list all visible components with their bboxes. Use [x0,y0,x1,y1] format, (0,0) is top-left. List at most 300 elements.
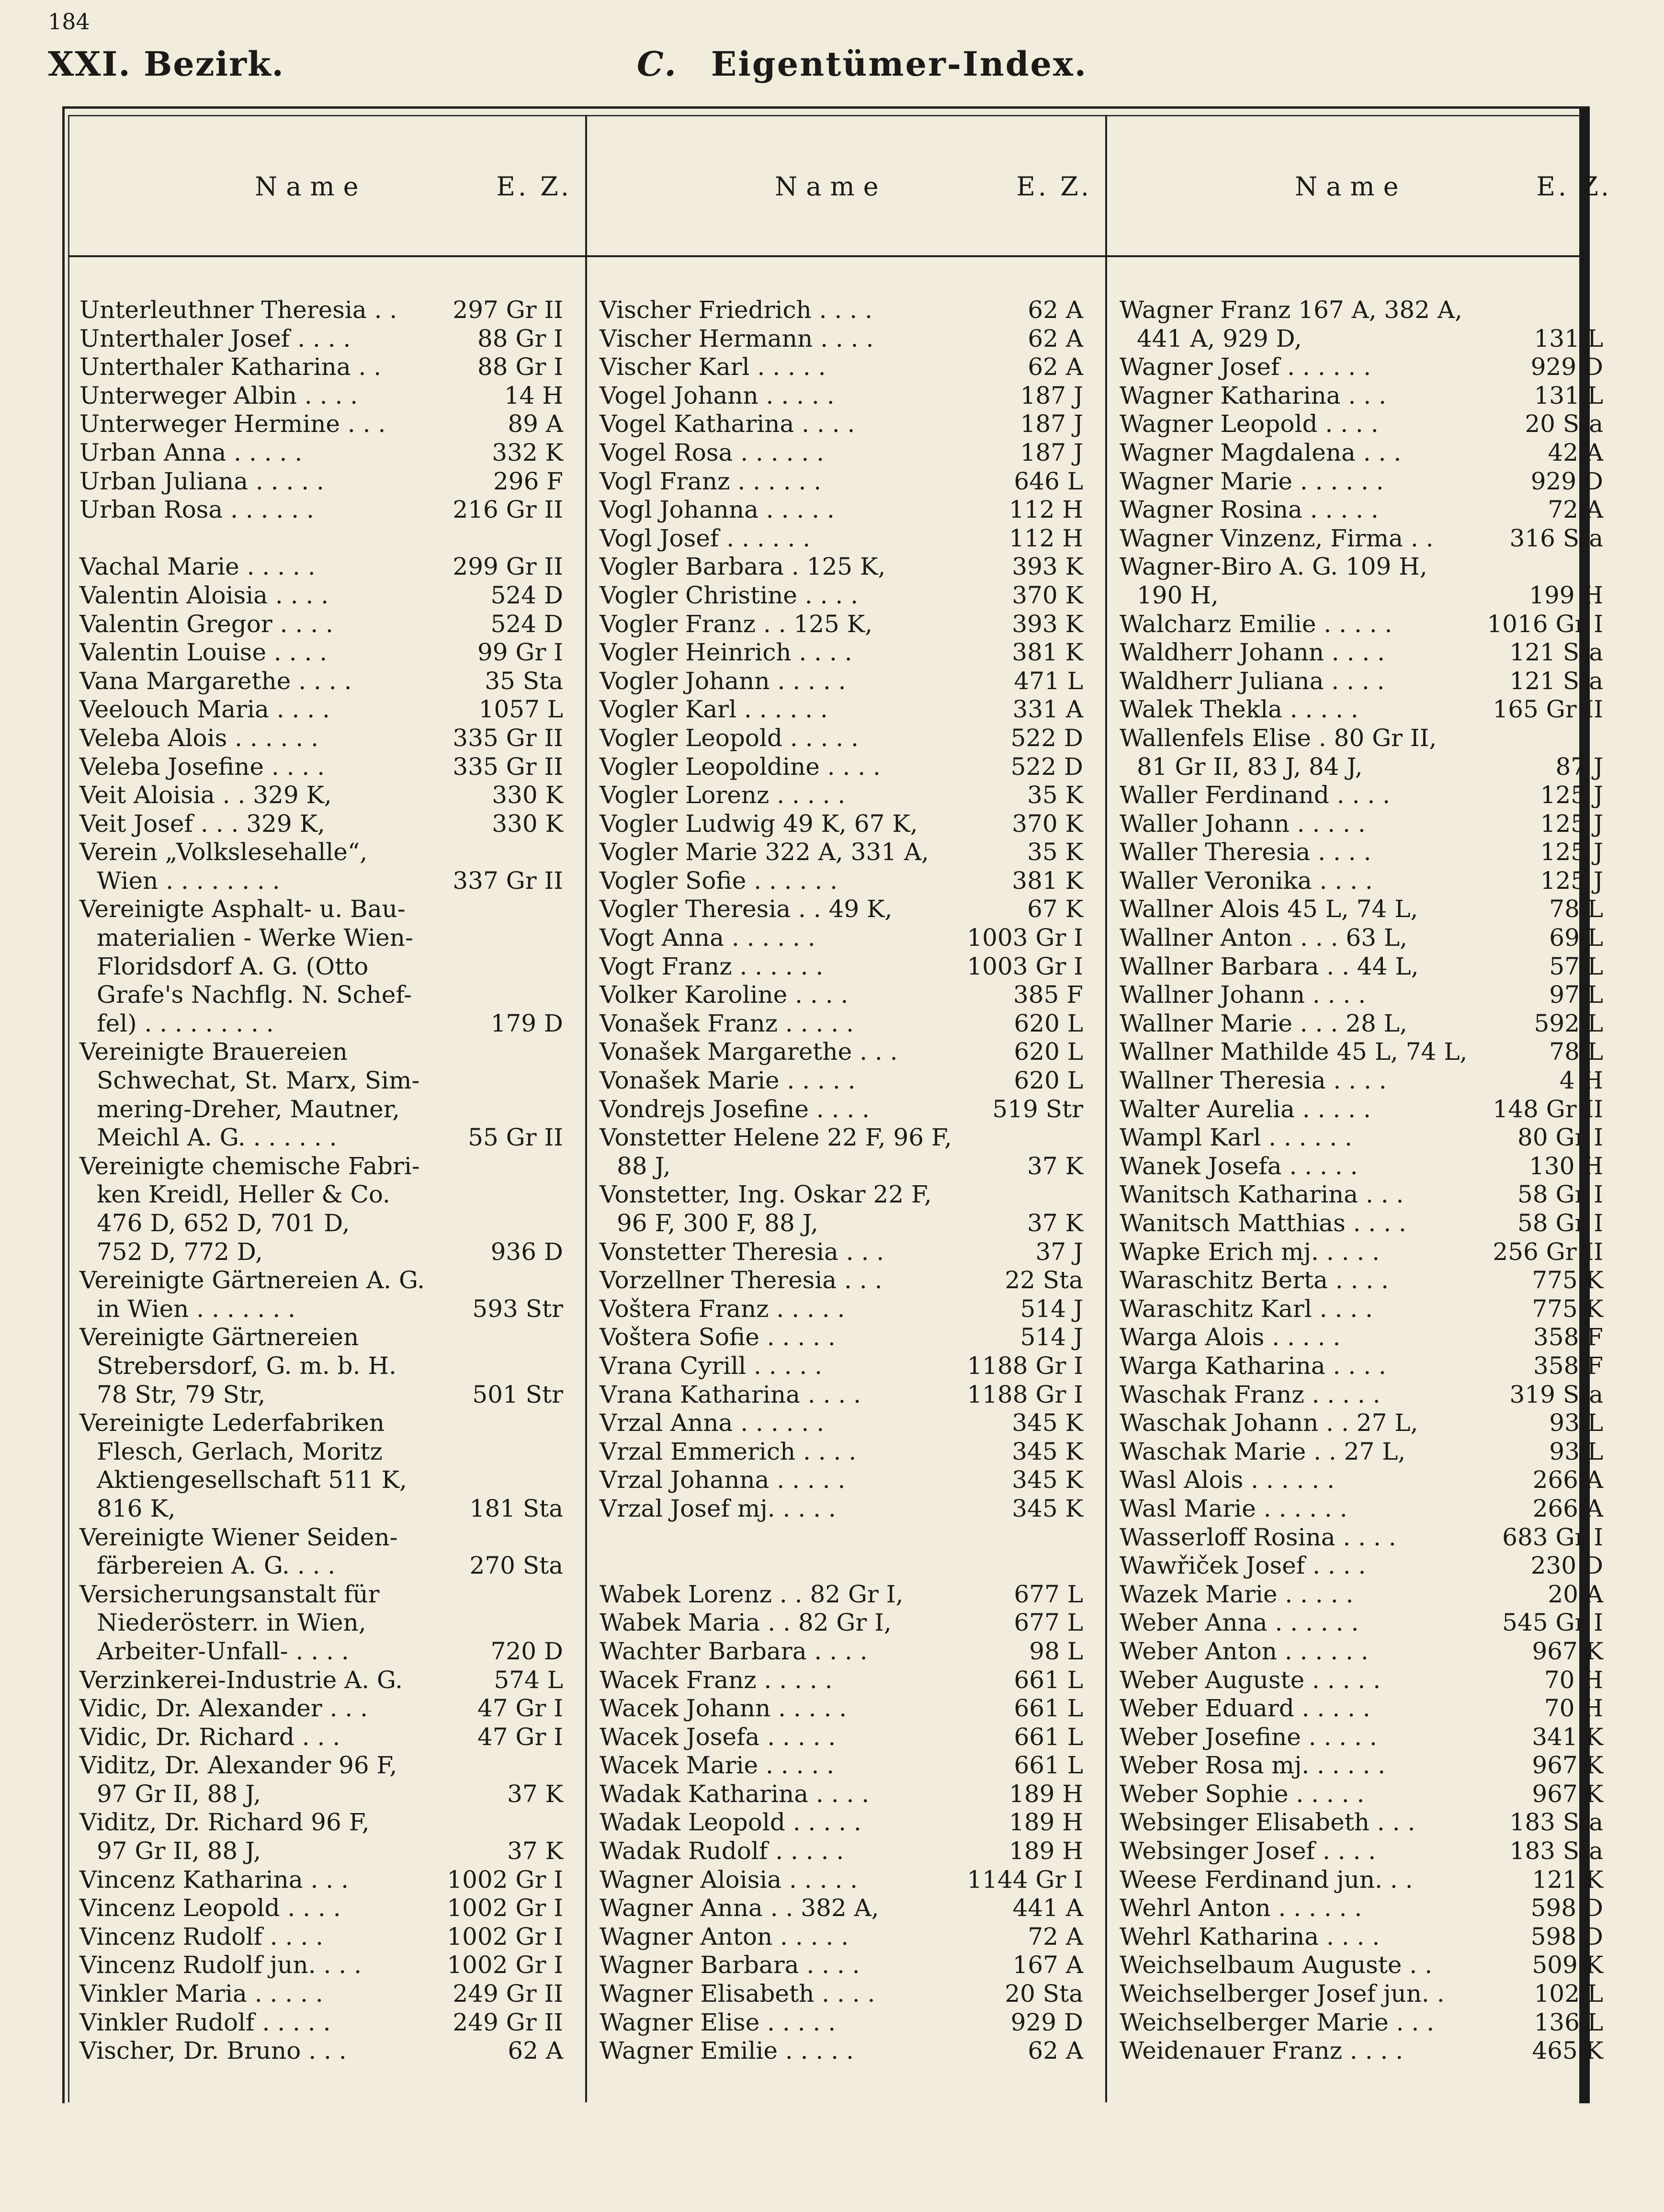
entry-ez: 78 L [1549,1038,1603,1066]
entry-ez: 592 L [1534,1009,1603,1037]
entry-ez: 509 K [1532,1951,1603,1979]
entry-ez: 345 K [1012,1494,1083,1522]
index-entry [588,553,1105,581]
entry-ez: 677 L [1014,1580,1083,1608]
index-entry [1108,1894,1625,1923]
entry-name: Vogt Anna . . . . . . [600,924,815,952]
entry-ez: 341 K [1532,1723,1603,1751]
entry-ez: 967 K [1532,1780,1603,1808]
entry-ez: 661 L [1014,1751,1083,1780]
index-entry [68,2037,585,2065]
index-entry [1108,610,1625,639]
entry-ez: 20 Sta [1005,1980,1083,2008]
entry-name: Urban Juliana . . . . . [79,467,324,495]
entry-ez: 167 A [1012,1951,1083,1979]
entry-name: Wapke Erich mj. . . . . [1120,1237,1380,1266]
entry-name: Veit Josef . . . 329 K, [79,809,325,838]
entry-name: Weber Josefine . . . . . [1120,1723,1377,1751]
entry-name: Wagner Elisabeth . . . . [600,1980,875,2008]
column-header [1108,171,1625,200]
entry-name: 97 Gr II, 88 J, [97,1837,261,1865]
index-entry [68,325,585,353]
index-entry [68,1552,585,1580]
entry-name: Waldherr Johann . . . . [1120,638,1385,667]
entry-ez: 519 Str [992,1095,1083,1123]
index-entry [588,2037,1105,2065]
entry-name: Wagner Leopold . . . . [1120,410,1379,438]
entry-name: Waschak Franz . . . . . [1120,1380,1381,1408]
index-entry [68,1409,585,1438]
entry-name: Viditz, Dr. Alexander 96 F, [79,1751,397,1780]
entry-ez: 55 Gr II [468,1123,563,1152]
entry-ez: 125 J [1540,866,1603,895]
entry-name: Voštera Sofie . . . . . [600,1323,836,1351]
index-entry [68,382,585,410]
entry-ez: 14 H [504,381,563,409]
entry-name: Wachter Barbara . . . . [600,1637,868,1665]
index-entry [588,410,1105,439]
entry-name: Vogler Marie 322 A, 331 A, [600,838,929,866]
entry-name: Voštera Franz . . . . . [600,1294,845,1323]
entry-name: Vogler Christine . . . . [600,581,859,609]
entry-name: Wagner Katharina . . . [1120,381,1386,409]
entry-name: Wadak Katharina . . . . [600,1780,870,1808]
entry-ez: 661 L [1014,1723,1083,1751]
section-title: Eigentümer-Index. [711,44,1088,84]
index-entry [1108,667,1625,696]
entry-name: Weber Anton . . . . . . [1120,1637,1369,1665]
entry-name: Wanitsch Matthias . . . . [1120,1209,1406,1237]
entry-ez: 165 Gr II [1493,695,1603,724]
entry-name: Vrzal Anna . . . . . . [600,1409,825,1437]
index-entry [1108,1381,1625,1409]
entry-ez: 385 F [1013,981,1083,1009]
entry-ez: 370 K [1012,809,1083,838]
index-entry [68,1580,585,1609]
entry-ez: 62 A [1028,324,1083,352]
entry-name: Wagner Emilie . . . . . [600,2037,854,2065]
index-entry [1108,1808,1625,1837]
index-entry [588,1580,1105,1609]
entry-ez: 270 Sta [469,1552,563,1580]
index-entry [1108,810,1625,839]
entry-ez: 345 K [1012,1409,1083,1437]
entry-ez: 598 D [1530,1894,1603,1922]
index-entry [588,1723,1105,1752]
index-entry [1108,1837,1625,1866]
entry-name: Wabek Maria . . 82 Gr I, [600,1609,892,1637]
entry-ez: 393 K [1012,610,1083,638]
index-entry [588,1951,1105,1980]
index-entry [1108,1780,1625,1809]
index-entry [68,781,585,810]
entry-ez: 47 Gr I [477,1694,563,1723]
entry-ez: 296 F [493,467,563,495]
index-entry [68,467,585,496]
index-entry [588,781,1105,810]
entry-ez: 69 L [1549,924,1603,952]
entry-name: Wagner Magdalena . . . [1120,438,1402,466]
entry-ez: 98 L [1029,1637,1083,1665]
entry-ez: 967 K [1532,1637,1603,1665]
entry-name: Vrana Cyrill . . . . . [600,1351,823,1380]
entry-name: Wehrl Anton . . . . . . [1120,1894,1362,1922]
entry-name: Vinkler Maria . . . . . [79,1980,323,2008]
entry-ez: 70 H [1544,1694,1603,1723]
entry-name: Valentin Gregor . . . . [79,610,333,638]
index-entry [68,1837,585,1866]
entry-name: Wasserloff Rosina . . . . [1120,1523,1396,1551]
index-entry [588,1808,1105,1837]
index-entry [68,439,585,467]
index-entry [68,1038,585,1066]
entry-ez: 58 Gr I [1517,1209,1603,1237]
entry-ez: 20 Sta [1525,410,1603,438]
entry-ez: 4 H [1559,1066,1603,1095]
entry-ez: 179 D [490,1009,563,1037]
index-entry [588,753,1105,782]
index-entry [1108,382,1625,410]
entry-ez: 70 H [1544,1666,1603,1694]
index-entry [588,810,1105,839]
entry-list [588,296,1105,2065]
entry-name: Volker Karoline . . . . [600,981,849,1009]
entry-ez: 337 Gr II [453,866,563,895]
entry-name: Wasl Alois . . . . . . [1120,1466,1335,1494]
index-entry [588,1609,1105,1637]
entry-name: 97 Gr II, 88 J, [97,1780,261,1808]
index-entry [1108,1238,1625,1267]
index-entry [1108,867,1625,896]
entry-ez: 249 Gr II [453,1980,563,2008]
index-entry [1108,895,1625,924]
column-header [588,171,1105,200]
entry-name: Urban Anna . . . . . [79,438,303,466]
page-number: 184 [48,9,90,34]
index-entry [588,1266,1105,1295]
entry-ez: 522 D [1010,752,1083,781]
entry-name: Vereinigte Gärtnereien A. G. [79,1266,425,1294]
index-entry [68,1808,585,1837]
entry-name: Valentin Aloisia . . . . [79,581,329,609]
entry-name: Veelouch Maria . . . . [79,695,330,724]
entry-name: Waraschitz Karl . . . . [1120,1294,1373,1323]
index-entry [588,353,1105,382]
entry-ez: 936 D [490,1237,563,1266]
entry-ez: 661 L [1014,1666,1083,1694]
entry-name: Wallner Marie . . . 28 L, [1120,1009,1407,1037]
index-entry [68,638,585,667]
entry-ez: 249 Gr II [453,2008,563,2036]
entry-ez: 297 Gr II [453,296,563,324]
entry-ez: 358 F [1533,1323,1603,1351]
index-entry [68,753,585,782]
index-entry [588,1381,1105,1409]
entry-ez: 471 L [1014,667,1083,695]
entry-name: Wagner Marie . . . . . . [1120,467,1384,495]
index-entry [588,1238,1105,1267]
entry-name: Warga Alois . . . . . [1120,1323,1341,1351]
entry-ez: 524 D [490,581,563,609]
index-entry [68,1666,585,1695]
index-entry [68,410,585,439]
entry-ez: 441 A [1012,1894,1083,1922]
index-entry [1108,581,1625,610]
entry-ez: 80 Gr I [1517,1123,1603,1152]
entry-name: Vogler Lorenz . . . . . [600,781,846,809]
entry-name: Meichl A. G. . . . . . . [97,1123,337,1152]
index-entry [68,1266,585,1295]
entry-name: Arbeiter-Unfall- . . . . [97,1637,349,1665]
entry-ez: 299 Gr II [453,553,563,581]
column-divider [585,115,587,2102]
entry-name: Wien . . . . . . . . [97,866,280,895]
entry-list [1108,296,1625,2065]
entry-name: Vogler Leopold . . . . . [600,724,859,752]
index-entry [1108,1523,1625,1552]
entry-name: Vidic, Dr. Alexander . . . [79,1694,368,1723]
entry-name: Weese Ferdinand jun. . . [1120,1865,1413,1894]
index-entry [1108,1323,1625,1352]
entry-ez: 1057 L [478,695,563,724]
index-entry [68,524,585,553]
entry-name: Wagner Vinzenz, Firma . . [1120,524,1434,552]
entry-ez: 524 D [490,610,563,638]
entry-ez: 37 J [1035,1237,1083,1266]
entry-ez: 646 L [1014,467,1083,495]
entry-ez: 620 L [1014,1038,1083,1066]
index-entry [588,838,1105,867]
entry-ez: 335 Gr II [453,724,563,752]
entry-name: 816 K, [97,1494,176,1522]
entry-ez: 125 J [1540,809,1603,838]
index-entry [1108,1923,1625,1951]
entry-ez: 67 K [1027,895,1083,923]
entry-ez: 187 J [1020,410,1083,438]
entry-ez: 370 K [1012,581,1083,609]
index-entry [1108,296,1625,325]
entry-name: Waller Johann . . . . . [1120,809,1366,838]
entry-name: 441 A, 929 D, [1137,324,1302,352]
entry-name: Vonašek Margarethe . . . [600,1038,898,1066]
entry-name: Wagner Aloisia . . . . . [600,1865,858,1894]
index-entry [68,1438,585,1466]
entry-ez: 121 K [1532,1865,1603,1894]
entry-name: Vrana Katharina . . . . [600,1380,861,1408]
entry-ez: 93 L [1549,1409,1603,1437]
index-entry [1108,1609,1625,1637]
entry-name: färbereien A. G. . . . [97,1552,336,1580]
index-entry [588,296,1105,325]
entry-name: Flesch, Gerlach, Moritz [97,1437,383,1465]
index-entry [1108,1010,1625,1038]
index-entry [68,695,585,724]
entry-name: Wagner Barbara . . . . [600,1951,860,1979]
entry-name: Vrzal Johanna . . . . . [600,1466,846,1494]
entry-name: Vogler Leopoldine . . . . [600,752,881,781]
entry-ez: 335 Gr II [453,752,563,781]
entry-ez: 358 F [1533,1351,1603,1380]
entry-name: Versicherungsanstalt für [79,1580,380,1608]
entry-ez: 121 Sta [1509,667,1603,695]
index-entry [1108,2037,1625,2065]
entry-name: Vischer Friedrich . . . . [600,296,872,324]
index-entry [1108,1552,1625,1580]
entry-ez: 929 D [1530,467,1603,495]
entry-ez: 720 D [490,1637,563,1665]
index-entry [588,1010,1105,1038]
entry-name: Vereinigte Wiener Seiden- [79,1523,398,1551]
entry-name: Waschak Marie . . 27 L, [1120,1437,1406,1465]
entry-ez: 345 K [1012,1437,1083,1465]
index-entry [588,1523,1105,1552]
entry-name: Vogel Johann . . . . . [600,381,835,409]
index-entry [588,1637,1105,1666]
index-entry [68,1295,585,1324]
index-entry [1108,1038,1625,1066]
entry-ez: 1188 Gr I [967,1351,1083,1380]
entry-ez: 1003 Gr I [967,952,1083,980]
entry-name: Viditz, Dr. Richard 96 F, [79,1808,370,1837]
entry-ez: 266 A [1532,1494,1603,1522]
entry-ez: 130 H [1529,1152,1603,1180]
entry-name: Vrzal Josef mj. . . . . [600,1494,836,1522]
index-entry [1108,325,1625,353]
entry-ez: 72 A [1548,496,1603,524]
entry-ez: 199 H [1529,581,1603,609]
header-rule [68,255,1581,257]
index-entry [588,496,1105,524]
entry-ez: 1002 Gr I [447,1865,563,1894]
entry-ez: 775 K [1532,1294,1603,1323]
entry-ez: 620 L [1014,1009,1083,1037]
index-entry [588,610,1105,639]
entry-name: Unterweger Albin . . . . [79,381,358,409]
entry-ez: 37 K [1027,1152,1083,1180]
entry-ez: 189 H [1009,1808,1083,1837]
entry-name: Unterleuthner Theresia . . [79,296,397,324]
entry-ez: 181 Sta [469,1494,563,1522]
index-entry [68,581,585,610]
entry-ez: 37 K [507,1837,563,1865]
entry-ez: 683 Gr I [1502,1523,1603,1551]
index-entry [588,1694,1105,1723]
entry-ez: 1003 Gr I [967,924,1083,952]
ez-header: E. Z. [1016,171,1092,202]
entry-ez: 72 A [1028,1922,1083,1951]
entry-list [68,296,585,2065]
index-entry [1108,553,1625,581]
entry-name: Wadak Leopold . . . . . [600,1808,861,1837]
entry-name: Valentin Louise . . . . [79,638,328,667]
index-entry [68,1923,585,1951]
entry-name: Waraschitz Berta . . . . [1120,1266,1389,1294]
index-entry [1108,1637,1625,1666]
entry-ez: 381 K [1012,866,1083,895]
index-entry [1108,695,1625,724]
entry-name: Vogt Franz . . . . . . [600,952,824,980]
entry-name: Vereinigte Lederfabriken [79,1409,385,1437]
entry-name: Waldherr Juliana . . . . [1120,667,1385,695]
entry-name: 752 D, 772 D, [97,1237,263,1266]
index-entry [588,1552,1105,1580]
entry-name: Unterthaler Katharina . . [79,353,382,381]
entry-name: Walcharz Emilie . . . . . [1120,610,1392,638]
index-entry [1108,924,1625,953]
entry-name: Wagner Anna . . 382 A, [600,1894,879,1922]
index-entry [68,1495,585,1523]
entry-name: Weber Eduard . . . . . [1120,1694,1370,1723]
entry-name: Wawřiček Josef . . . . [1120,1552,1366,1580]
entry-name: Wasl Marie . . . . . . [1120,1494,1347,1522]
index-entry [68,296,585,325]
entry-ez: 189 H [1009,1780,1083,1808]
entry-name: Wallner Johann . . . . [1120,981,1366,1009]
index-entry [1108,1751,1625,1780]
index-entry [588,1866,1105,1894]
entry-name: Vogler Barbara . 125 K, [600,553,886,581]
entry-ez: 112 H [1009,496,1083,524]
index-entry [1108,1095,1625,1124]
entry-ez: 125 J [1540,838,1603,866]
entry-name: Wagner Franz 167 A, 382 A, [1120,296,1462,324]
index-entry [588,1466,1105,1495]
index-entry [588,895,1105,924]
index-entry [588,1152,1105,1181]
index-entry [1108,1580,1625,1609]
entry-name: Unterthaler Josef . . . . [79,324,351,352]
entry-name: Websinger Josef . . . . [1120,1837,1376,1865]
entry-ez: 62 A [1028,296,1083,324]
index-entry [68,1209,585,1238]
index-entry [588,1095,1105,1124]
entry-ez: 929 D [1530,353,1603,381]
index-entry [1108,953,1625,981]
index-entry [588,953,1105,981]
entry-name: Vereinigte Gärtnereien [79,1323,359,1351]
entry-ez: 78 L [1549,895,1603,923]
entry-name: Wehrl Katharina . . . . [1120,1922,1380,1951]
entry-name: Wagner Elise . . . . . [600,2008,836,2036]
index-entry [68,1723,585,1752]
index-entry [588,1837,1105,1866]
entry-name: Vonstetter Helene 22 F, 96 F, [600,1123,952,1152]
entry-name: Wacek Marie . . . . . [600,1751,835,1780]
entry-name: Veleba Alois . . . . . . [79,724,318,752]
index-entry [1108,753,1625,782]
entry-name: Strebersdorf, G. m. b. H. [97,1351,396,1380]
index-entry [588,1123,1105,1152]
entry-ez: 677 L [1014,1609,1083,1637]
entry-ez: 593 Str [472,1294,563,1323]
ez-header: E. Z. [1536,171,1612,202]
entry-ez: 574 L [494,1666,563,1694]
index-entry [588,867,1105,896]
section-letter: C. [637,44,678,84]
index-entry [1108,496,1625,524]
entry-name: Vachal Marie . . . . . [79,553,316,581]
entry-ez: 112 H [1009,524,1083,552]
index-entry [1108,467,1625,496]
index-entry [588,1180,1105,1209]
index-entry [1108,1723,1625,1752]
index-entry [68,496,585,524]
entry-ez: 1016 Gr I [1487,610,1603,638]
entry-ez: 131 L [1534,324,1603,352]
entry-name: Wacek Josefa . . . . . [600,1723,836,1751]
entry-ez: 58 Gr I [1517,1180,1603,1209]
entry-name: Vonašek Marie . . . . . [600,1066,856,1095]
